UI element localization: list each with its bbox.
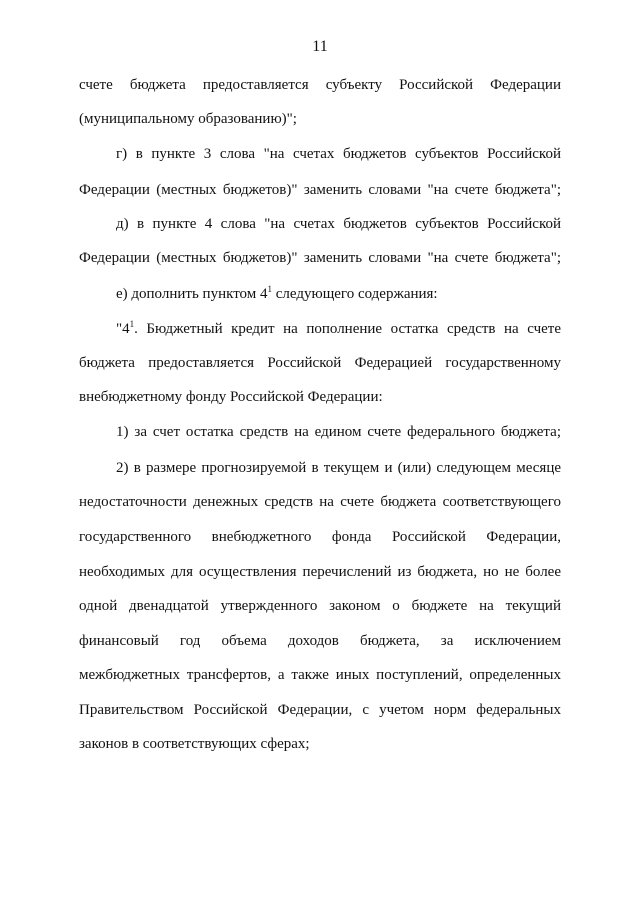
text-line: г) в пункте 3 слова "на счетах бюджетов субъектов Российской <box>116 146 561 162</box>
text-line <box>116 284 561 304</box>
text-line: 2) в размере прогнозируемой в текущем и (или) следующем месяце <box>116 460 561 476</box>
text-line: внебюджетному фонду Российской Федерации: <box>79 389 383 405</box>
text-line: Федерации (местных бюджетов)" заменить словами "на счете бюджета"; <box>79 182 561 198</box>
text-line: государственного внебюджетного фонда Российской Федерации, <box>79 529 561 545</box>
superscript: 1 <box>129 319 135 329</box>
text-line: 1) за счет остатка средств на едином счете федерального бюджета; <box>116 424 561 440</box>
text-line: д) в пункте 4 слова "на счетах бюджетов субъектов Российской <box>116 216 561 232</box>
text-line: межбюджетных трансфертов, а также иных поступлений, определенных <box>79 667 561 683</box>
text-segment: е) дополнить пунктом 4 <box>116 286 268 302</box>
text-segment: . Бюджетный кредит на пополнение остатка средств на счете <box>134 321 561 337</box>
text-line: одной двенадцатой утвержденного законом о бюджете на текущий <box>79 598 561 614</box>
text-line: законов в соответствующих сферах; <box>79 736 310 752</box>
text-line: недостаточности денежных средств на счете бюджета соответствующего <box>79 494 561 510</box>
text-line: необходимых для осуществления перечислений из бюджета, но не более <box>79 564 561 580</box>
text-segment: "4 <box>116 321 130 337</box>
text-segment: следующего содержания: <box>272 286 438 302</box>
text-line: финансовый год объема доходов бюджета, за исключением <box>79 633 561 649</box>
text-line: счете бюджета предоставляется субъекту Российской Федерации <box>79 77 561 93</box>
page-number: 11 <box>312 38 328 55</box>
text-line: (муниципальному образованию)"; <box>79 111 297 127</box>
text-line: бюджета предоставляется Российской Федерацией государственному <box>79 355 561 371</box>
text-line: Правительством Российской Федерации, с учетом норм федеральных <box>79 702 561 718</box>
text-line: Федерации (местных бюджетов)" заменить словами "на счете бюджета"; <box>79 250 561 266</box>
text-line <box>116 319 561 339</box>
superscript: 1 <box>267 284 273 294</box>
